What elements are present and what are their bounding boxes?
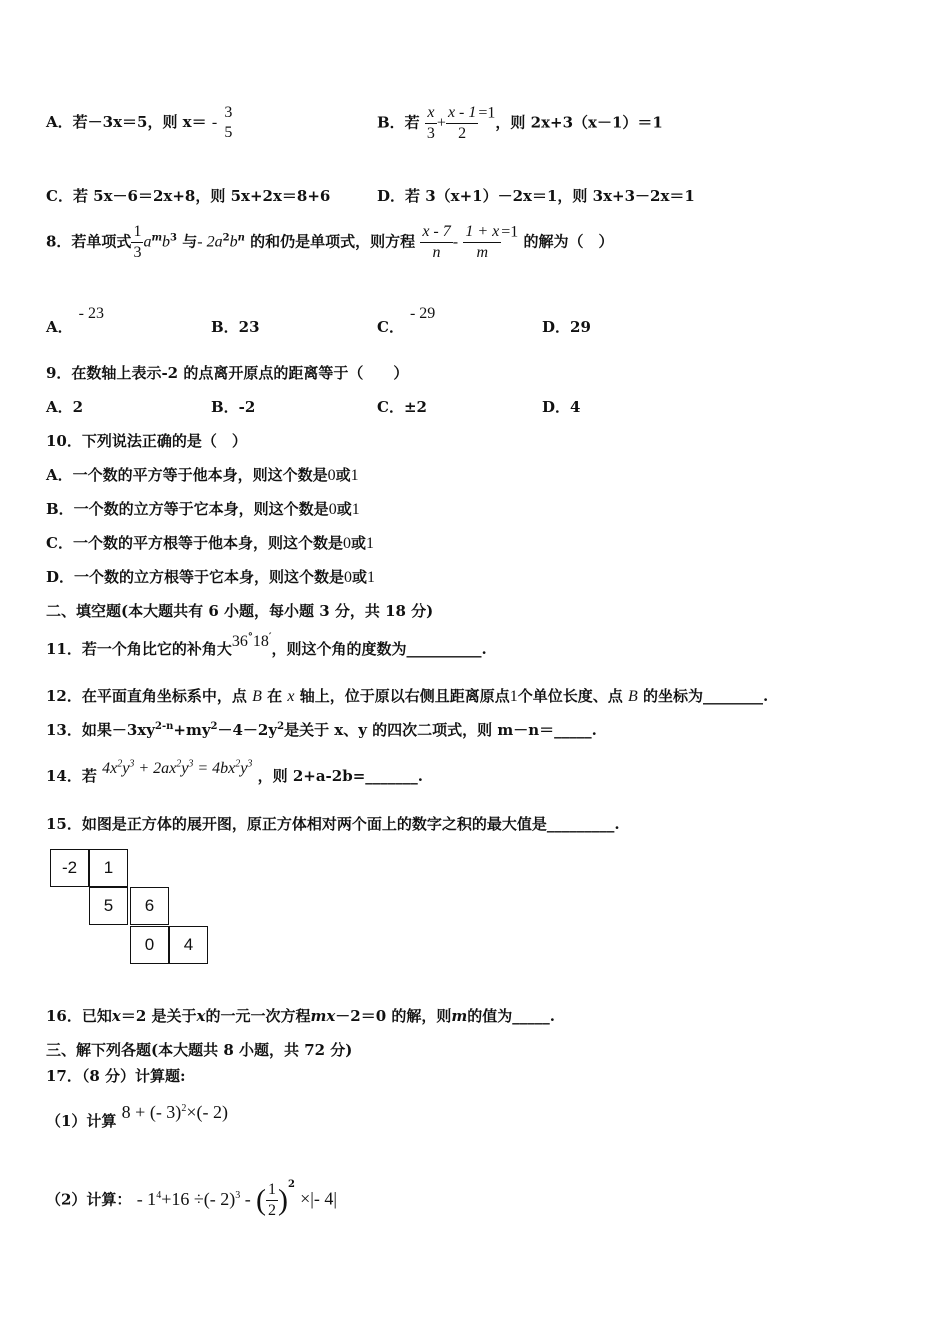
q7b-frac2: [446, 103, 478, 144]
one: 1: [350, 467, 359, 484]
q7a-fraction: [222, 103, 234, 143]
frac-num: 3: [224, 104, 233, 121]
opt-val: - 29: [409, 305, 436, 322]
q10-option-d: [46, 567, 375, 588]
expr2d: ×|- 4|: [300, 1188, 337, 1209]
or: 或: [336, 500, 352, 518]
section-2-title: 二、填空题(本大题共有 6 小题，每小题 3 分，共 18 分): [46, 602, 434, 620]
q8-frac1: [420, 222, 452, 263]
point-b: B: [252, 688, 262, 705]
q12-t1: 12．在平面直角坐标系中，点: [46, 687, 247, 705]
q13-t4: 是关于 x、y 的四次二项式，则 m－n＝_____.: [284, 721, 597, 739]
q7a-label: A．若: [46, 113, 88, 131]
q16-t3: 的一元一次方程: [205, 1007, 311, 1025]
opt-label: A．: [46, 318, 73, 336]
q11-post: ，则这个角的度数为__________.: [271, 640, 487, 658]
opt-label: C．: [377, 318, 404, 336]
q9-option-d: D．4: [542, 398, 581, 416]
one: 1: [367, 569, 376, 586]
q17-half: [266, 1180, 278, 1221]
one: 1: [509, 688, 518, 705]
q7-option-a: [46, 103, 234, 143]
net-cell: 4: [169, 926, 208, 964]
q10-option-c: [46, 533, 374, 554]
frac-num: x: [427, 104, 435, 121]
q8-frac2: [463, 222, 501, 263]
min-value: 18: [252, 633, 269, 650]
var-x: x: [196, 1007, 206, 1025]
expr2b: +16 ÷(- 2): [161, 1188, 236, 1209]
minus: -: [452, 233, 459, 251]
q8-option-c: [377, 305, 436, 338]
q16-t1: 16．已知: [46, 1007, 112, 1025]
q16-stem: [46, 1006, 555, 1026]
q14-equation: $4x^2y^3 + 2ax^2y^3 = 4bx^2y^3$: [102, 758, 253, 777]
q7b-label: B．若: [377, 113, 420, 132]
q17-expr2: - $1^4+16$ ÷(- 2)$^3$ -: [136, 1188, 251, 1209]
q17-p2: （2）计算：: [46, 1190, 132, 1209]
one: 1: [351, 501, 360, 518]
q11-stem: [46, 632, 487, 660]
q12-t2: 在: [267, 687, 283, 705]
q8-prefix: 8．若单项式: [46, 232, 132, 251]
q8-suffix: 的解为（ ）: [523, 232, 614, 251]
expr1b: ×(- 2): [186, 1102, 228, 1122]
zero: 0: [328, 501, 337, 518]
q8-mid: 与: [182, 232, 198, 251]
var-b2: b: [229, 233, 238, 251]
q17-title: 17．（8 分）计算题:: [46, 1067, 186, 1085]
q15-stem: 15．如图是正方体的展开图，原正方体相对两个面上的数字之积的最大值是_________.: [46, 815, 620, 833]
frac-num: 1 + x: [465, 223, 500, 240]
q10-option-b: [46, 499, 360, 520]
min-symbol: ′: [268, 632, 272, 643]
q8-option-a: [46, 305, 104, 338]
net-cell: 5: [89, 887, 128, 925]
expr2a: - 1: [136, 1188, 157, 1209]
q16-t2: ＝2 是关于: [120, 1007, 197, 1025]
q8-option-b: B．23: [211, 318, 260, 336]
exp: 2: [210, 721, 218, 732]
zero: 0: [342, 535, 351, 552]
frac-den: n: [432, 244, 441, 261]
q10d-text: D．一个数的立方根等于它本身，则这个数是: [46, 568, 345, 586]
q8-stem: [46, 222, 614, 263]
or: 或: [350, 534, 366, 552]
exp: 2-n: [154, 721, 174, 732]
q9-option-b: B．-2: [211, 398, 256, 416]
exp-3: 3: [170, 232, 178, 244]
frac-den: 3: [133, 244, 142, 261]
exp-n: n: [237, 232, 245, 244]
var-x: x: [287, 688, 295, 705]
plus: +: [436, 114, 446, 132]
q12-stem: [46, 686, 768, 707]
frac-den: 3: [426, 125, 435, 142]
q7a-text: －3x＝5，则 x＝: [87, 113, 207, 131]
var-m: m: [451, 1007, 468, 1025]
q17-part1: [46, 1102, 228, 1131]
eq: =1: [501, 223, 519, 241]
q10-option-a: [46, 465, 359, 486]
frac-num: x - 7: [422, 223, 451, 240]
q12-t5: 的坐标为________.: [643, 687, 769, 705]
right-paren: ): [277, 1183, 288, 1217]
frac-den: 2: [267, 1202, 276, 1219]
deg-symbol: °: [247, 632, 253, 643]
frac-den: m: [476, 244, 489, 261]
q10b-text: B．一个数的立方等于它本身，则这个数是: [46, 500, 329, 518]
or: 或: [335, 466, 351, 484]
var-b: b: [162, 233, 171, 251]
term1: 4x: [102, 760, 118, 777]
q10c-text: C．一个数的平方根等于他本身，则这个数是: [46, 534, 343, 552]
exp: 2: [277, 721, 285, 732]
q8-text2: 的和仍是单项式，则方程: [250, 232, 416, 251]
q7a-neg: -: [211, 114, 218, 131]
q13-t3: －4－2y: [217, 721, 278, 739]
opt-val: - 23: [78, 305, 104, 322]
var-x: x: [111, 1007, 121, 1025]
var-mx: mx: [310, 1007, 336, 1025]
mono2: - 2a: [197, 233, 223, 251]
net-cell: -2: [50, 849, 89, 887]
section-3-title: 三、解下列各题(本大题共 8 小题，共 72 分): [46, 1041, 353, 1059]
q14-post: ，则 2+a-2b=_______.: [257, 767, 423, 785]
q16-t4: －2＝0 的解，则: [335, 1007, 452, 1025]
frac-den: 2: [458, 125, 467, 142]
q16-t5: 的值为_____.: [467, 1007, 556, 1025]
one: 1: [365, 535, 374, 552]
q10-stem: 10．下列说法正确的是（ ）: [46, 432, 247, 450]
q17-expr1: 8 + (- 3)$^2$×(- 2): [121, 1102, 228, 1122]
exp-m: m: [151, 232, 163, 244]
deg-value: 36: [231, 633, 248, 650]
net-cell: 0: [130, 926, 169, 964]
frac-num: 1: [267, 1181, 276, 1198]
q9-option-a: A．2: [46, 398, 84, 416]
net-cell: 6: [130, 887, 169, 925]
q17-p1: （1）计算: [46, 1112, 117, 1130]
q9-stem: 9．在数轴上表示-2 的点离开原点的距离等于（ ）: [46, 364, 409, 382]
q11-pre: 11．若一个角比它的补角大: [46, 640, 232, 658]
q12-t3: 轴上，位于原以右侧且距离原点: [299, 687, 510, 705]
q13-stem: [46, 720, 597, 740]
expr1a: 8 + (- 3): [121, 1102, 182, 1122]
q9-option-c: C．±2: [377, 398, 427, 416]
zero: 0: [327, 467, 336, 484]
q7-option-d: D．若 3（x+1）－2x＝1，则 3x+3－2x＝1: [377, 187, 695, 205]
eq: =1: [478, 104, 496, 122]
q7-option-c: C．若 5x－6＝2x+8，则 5x+2x＝8+6: [46, 187, 331, 205]
q14-pre: 14．若: [46, 767, 97, 785]
q13-t2: +my: [173, 721, 211, 739]
q17-part2: （2）计算： - $1^4+16$ ÷(- 2)$^3$ - ( $\frac{1}{2}$ )$^2$ ×|- 4|: [46, 1178, 337, 1219]
q14-stem: [46, 758, 423, 787]
q10a-text: A．一个数的平方等于他本身，则这个数是: [46, 466, 328, 484]
q8-option-d: D．29: [542, 318, 591, 336]
expr2c: -: [244, 1188, 251, 1209]
q7b-text: ，则 2x+3（x－1）＝1: [495, 113, 663, 132]
or: 或: [352, 568, 368, 586]
exp-2: 2: [222, 232, 230, 244]
q7-option-b: [377, 103, 663, 144]
q12-t4: 个单位长度、点: [517, 687, 623, 705]
point-b2: B: [628, 688, 638, 705]
frac-num: 1: [133, 223, 142, 240]
frac-num: x - 1: [447, 104, 477, 121]
net-cell: 1: [89, 849, 128, 887]
frac-den: 5: [224, 124, 233, 141]
var-a: a: [143, 233, 152, 251]
q13-t1: 13．如果－3xy: [46, 721, 155, 739]
q8-coef: [131, 222, 143, 263]
left-paren: (: [255, 1183, 266, 1217]
q7b-frac1: [425, 103, 437, 144]
zero: 0: [344, 569, 353, 586]
